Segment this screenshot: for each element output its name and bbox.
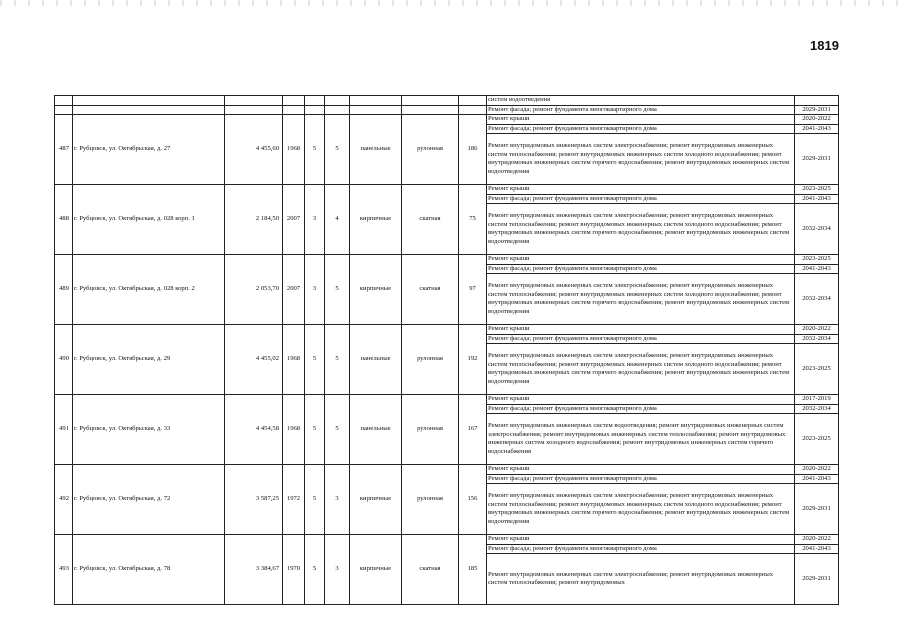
years-cell: 2029-2031 — [795, 554, 839, 605]
building-number-cell: 489 — [55, 255, 73, 325]
building-number-cell: 490 — [55, 325, 73, 395]
work-cell: Ремонт внутридомовых инженерных систем электроснабжения; ремонт внутридомовых инженерных систем теплоснабжения; ремонт внутридомовых инженерных систем холодного водоснабжения; ремонт внутридомовых инженерных систем горячего водоснабжения; ремонт внутридомовых инженерных систем водоотведения — [487, 484, 795, 535]
wall-material-cell: панельные — [350, 395, 402, 465]
work-cell: систем водоотведения — [487, 96, 795, 106]
address-cell: г. Рубцовск, ул. Октябрьская, д. 78 — [73, 535, 225, 605]
building-number-cell: 488 — [55, 185, 73, 255]
entrances-cell: 5 — [325, 255, 350, 325]
residents-cell: 75 — [459, 185, 487, 255]
building-number-cell: 491 — [55, 395, 73, 465]
years-cell: 2023-2025 — [795, 414, 839, 465]
years-cell: 2032-2034 — [795, 334, 839, 344]
repair-schedule-table — [54, 95, 839, 605]
area-cell: 4 454,58 — [225, 395, 283, 465]
address-cell: г. Рубцовск, ул. Октябрьская, д. 27 — [73, 115, 225, 185]
residents-cell: 185 — [459, 535, 487, 605]
work-cell: Ремонт внутридомовых инженерных систем электроснабжения; ремонт внутридомовых инженерных систем теплоснабжения; ремонт внутридомовых — [487, 554, 795, 605]
work-cell: Ремонт внутридомовых инженерных систем электроснабжения; ремонт внутридомовых инженерных систем теплоснабжения; ремонт внутридомовых инженерных систем холодного водоснабжения; ремонт внутридомовых инженерных систем горячего водоснабжения; ремонт внутридомовых инженерных систем водоотведения — [487, 204, 795, 255]
area-cell: 2 053,70 — [225, 255, 283, 325]
roof-type-cell: рулонная — [402, 395, 459, 465]
work-cell: Ремонт фасада; ремонт фундамента многоквартирного дома — [487, 264, 795, 274]
work-cell: Ремонт крыши — [487, 395, 795, 405]
build-year-cell: 2007 — [283, 185, 305, 255]
table-row — [55, 255, 839, 265]
years-cell: 2041-2043 — [795, 194, 839, 204]
area-cell: 4 455,60 — [225, 115, 283, 185]
years-cell: 2041-2043 — [795, 124, 839, 134]
area-cell: 4 455,02 — [225, 325, 283, 395]
floors-cell: 5 — [305, 325, 325, 395]
area-cell: 3 384,67 — [225, 535, 283, 605]
floors-cell: 3 — [305, 185, 325, 255]
years-cell: 2041-2043 — [795, 264, 839, 274]
roof-type-cell: рулонная — [402, 465, 459, 535]
years-cell — [795, 96, 839, 106]
building-number-cell: 492 — [55, 465, 73, 535]
roof-type-cell: скатная — [402, 255, 459, 325]
wall-material-cell: кирпичные — [350, 465, 402, 535]
years-cell: 2032-2034 — [795, 274, 839, 325]
wall-material-cell: кирпичные — [350, 185, 402, 255]
years-cell: 2020-2022 — [795, 325, 839, 335]
work-cell: Ремонт крыши — [487, 185, 795, 195]
work-cell: Ремонт крыши — [487, 115, 795, 125]
residents-cell: 97 — [459, 255, 487, 325]
entrances-cell: 3 — [325, 465, 350, 535]
years-cell: 2041-2043 — [795, 544, 839, 554]
work-cell: Ремонт крыши — [487, 255, 795, 265]
table-row — [55, 325, 839, 335]
work-cell: Ремонт фасада; ремонт фундамента многоквартирного дома — [487, 194, 795, 204]
work-cell: Ремонт фасада; ремонт фундамента многоквартирного дома — [487, 404, 795, 414]
work-cell: Ремонт фасада; ремонт фундамента многоквартирного дома — [487, 474, 795, 484]
page-number: 1819 — [810, 38, 839, 53]
address-cell: г. Рубцовск, ул. Октябрьская, д. 33 — [73, 395, 225, 465]
wall-material-cell: кирпичные — [350, 255, 402, 325]
address-cell: г. Рубцовск, ул. Октябрьская, д. 72 — [73, 465, 225, 535]
floors-cell: 3 — [305, 255, 325, 325]
table-row — [55, 96, 839, 106]
table-body — [55, 96, 839, 605]
entrances-cell: 5 — [325, 115, 350, 185]
work-cell: Ремонт внутридомовых инженерных систем электроснабжения; ремонт внутридомовых инженерных систем теплоснабжения; ремонт внутридомовых инженерных систем холодного водоснабжения; ремонт внутридомовых инженерных систем горячего водоснабжения; ремонт внутридомовых инженерных систем водоотведения — [487, 134, 795, 185]
residents-cell: 167 — [459, 395, 487, 465]
years-cell: 2020-2022 — [795, 115, 839, 125]
residents-cell: 192 — [459, 325, 487, 395]
years-cell: 2020-2022 — [795, 535, 839, 545]
table-row — [55, 395, 839, 405]
residents-cell: 186 — [459, 115, 487, 185]
residents-cell: 156 — [459, 465, 487, 535]
build-year-cell: 1968 — [283, 395, 305, 465]
wall-material-cell: панельные — [350, 325, 402, 395]
table-row — [55, 105, 839, 115]
years-cell: 2017-2019 — [795, 395, 839, 405]
work-cell: Ремонт внутридомовых инженерных систем электроснабжения; ремонт внутридомовых инженерных систем теплоснабжения; ремонт внутридомовых инженерных систем холодного водоснабжения; ремонт внутридомовых инженерных систем горячего водоснабжения; ремонт внутридомовых инженерных систем водоотведения — [487, 274, 795, 325]
years-cell: 2032-2034 — [795, 204, 839, 255]
area-cell: 3 587,25 — [225, 465, 283, 535]
years-cell: 2023-2025 — [795, 344, 839, 395]
roof-type-cell: скатная — [402, 535, 459, 605]
scan-noise — [0, 0, 904, 6]
building-number-cell: 493 — [55, 535, 73, 605]
build-year-cell: 1968 — [283, 115, 305, 185]
work-cell: Ремонт внутридомовых инженерных систем водоотведения; ремонт внутридомовых инженерных систем электроснабжения; ремонт внутридомовых инженерных систем теплоснабжения; ремонт внутридомовых инженерных систем холодного водоснабжения; ремонт внутридомовых инженерных систем горячего водоснабжения — [487, 414, 795, 465]
table-row — [55, 185, 839, 195]
floors-cell: 5 — [305, 395, 325, 465]
build-year-cell: 1972 — [283, 465, 305, 535]
entrances-cell: 5 — [325, 325, 350, 395]
years-cell: 2023-2025 — [795, 255, 839, 265]
work-cell: Ремонт крыши — [487, 535, 795, 545]
years-cell: 2029-2031 — [795, 484, 839, 535]
wall-material-cell: кирпичные — [350, 535, 402, 605]
entrances-cell: 5 — [325, 395, 350, 465]
work-cell: Ремонт фасада; ремонт фундамента многоквартирного дома — [487, 105, 795, 115]
table-row — [55, 465, 839, 475]
building-number-cell: 487 — [55, 115, 73, 185]
work-cell: Ремонт фасада; ремонт фундамента многоквартирного дома — [487, 124, 795, 134]
wall-material-cell: панельные — [350, 115, 402, 185]
floors-cell: 5 — [305, 465, 325, 535]
entrances-cell: 3 — [325, 535, 350, 605]
roof-type-cell: рулонная — [402, 325, 459, 395]
build-year-cell: 1968 — [283, 325, 305, 395]
years-cell: 2032-2034 — [795, 404, 839, 414]
area-cell: 2 184,50 — [225, 185, 283, 255]
address-cell: г. Рубцовск, ул. Октябрьская, д. 028 корп. 2 — [73, 255, 225, 325]
work-cell: Ремонт фасада; ремонт фундамента многоквартирного дома — [487, 334, 795, 344]
years-cell: 2029-2031 — [795, 105, 839, 115]
build-year-cell: 2007 — [283, 255, 305, 325]
table-row — [55, 535, 839, 545]
work-cell: Ремонт крыши — [487, 325, 795, 335]
address-cell: г. Рубцовск, ул. Октябрьская, д. 028 корп. 1 — [73, 185, 225, 255]
entrances-cell: 4 — [325, 185, 350, 255]
years-cell: 2023-2025 — [795, 185, 839, 195]
years-cell: 2029-2031 — [795, 134, 839, 185]
roof-type-cell: рулонная — [402, 115, 459, 185]
floors-cell: 5 — [305, 535, 325, 605]
work-cell: Ремонт фасада; ремонт фундамента многоквартирного дома — [487, 544, 795, 554]
address-cell: г. Рубцовск, ул. Октябрьская, д. 29 — [73, 325, 225, 395]
years-cell: 2020-2022 — [795, 465, 839, 475]
roof-type-cell: скатная — [402, 185, 459, 255]
years-cell: 2041-2043 — [795, 474, 839, 484]
work-cell: Ремонт крыши — [487, 465, 795, 475]
work-cell: Ремонт внутридомовых инженерных систем электроснабжения; ремонт внутридомовых инженерных систем теплоснабжения; ремонт внутридомовых инженерных систем холодного водоснабжения; ремонт внутридомовых инженерных систем горячего водоснабжения; ремонт внутридомовых инженерных систем водоотведения — [487, 344, 795, 395]
floors-cell: 5 — [305, 115, 325, 185]
build-year-cell: 1970 — [283, 535, 305, 605]
table-row — [55, 115, 839, 125]
